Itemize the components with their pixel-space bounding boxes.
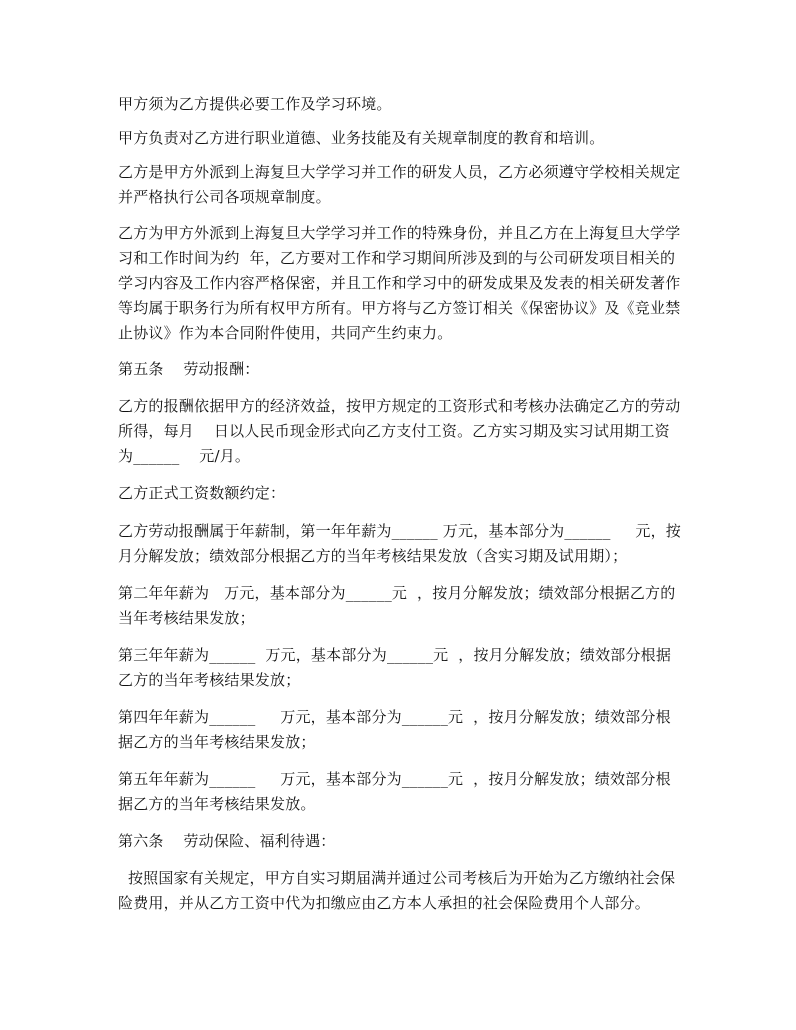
- paragraph-year-5-salary: 第五年年薪为______ 万元，基本部分为______元 ，按月分解发放；绩效部分根据乙方的当年考核结果发放。: [118, 770, 671, 813]
- paragraph-salary-agreement: 乙方正式工资数额约定：: [118, 484, 286, 502]
- paragraph-year-1-salary: 乙方劳动报酬属于年薪制，第一年年薪为______ 万元，基本部分为______ 元，按月分解发放；绩效部分根据乙方的当年考核结果发放（含实习期及试用期）；: [118, 522, 682, 565]
- paragraph-confidentiality: 乙方为甲方外派到上海复旦大学学习并工作的特殊身份，并且乙方在上海复旦大学学习和工作时间为约 年，乙方要对工作和学习期间所涉及到的与公司研发项目相关的学习内容及工作内容严格保密，并且工作和学习中的研发成果及发表的相关研发著作等均属于职务行为所有权甲方所有。甲方将与乙方签订相关《保密协议》及《竞业禁止协议》作为本合同附件使用，共同产生约束力。: [118, 224, 681, 342]
- paragraph-researcher-rules: 乙方是甲方外派到上海复旦大学学习并工作的研发人员，乙方必须遵守学校相关规定并严格执行公司各项规章制度。: [118, 163, 681, 206]
- paragraph-remuneration: 乙方的报酬依据甲方的经济效益，按甲方规定的工资形式和考核办法确定乙方的劳动所得，每月 日以人民币现金形式向乙方支付工资。乙方实习期及实习试用期工资为______ 元/月。: [118, 397, 681, 465]
- section-heading-article-6: 第六条 劳动保险、福利待遇：: [118, 832, 336, 850]
- paragraph-training: 甲方负责对乙方进行职业道德、业务技能及有关规章制度的教育和培训。: [118, 129, 605, 147]
- paragraph-year-2-salary: 第二年年薪为 万元，基本部分为______元 ，按月分解发放；绩效部分根据乙方的当年考核结果发放；: [118, 584, 676, 627]
- paragraph-year-3-salary: 第三年年薪为______ 万元，基本部分为______元 ，按月分解发放；绩效部分根据乙方的当年考核结果发放；: [118, 646, 672, 689]
- paragraph-social-insurance: 按照国家有关规定，甲方自实习期届满并通过公司考核后为开始为乙方缴纳社会保险费用，并从乙方工资中代为扣缴应由乙方本人承担的社会保险费用个人部分。: [118, 869, 676, 912]
- paragraph-year-4-salary: 第四年年薪为______ 万元，基本部分为______元 ，按月分解发放；绩效部分根据乙方的当年考核结果发放；: [118, 708, 671, 751]
- section-heading-article-5: 第五条 劳动报酬：: [118, 360, 260, 378]
- paragraph-work-environment: 甲方须为乙方提供必要工作及学习环境。: [118, 95, 392, 113]
- document-body: [118, 92, 683, 916]
